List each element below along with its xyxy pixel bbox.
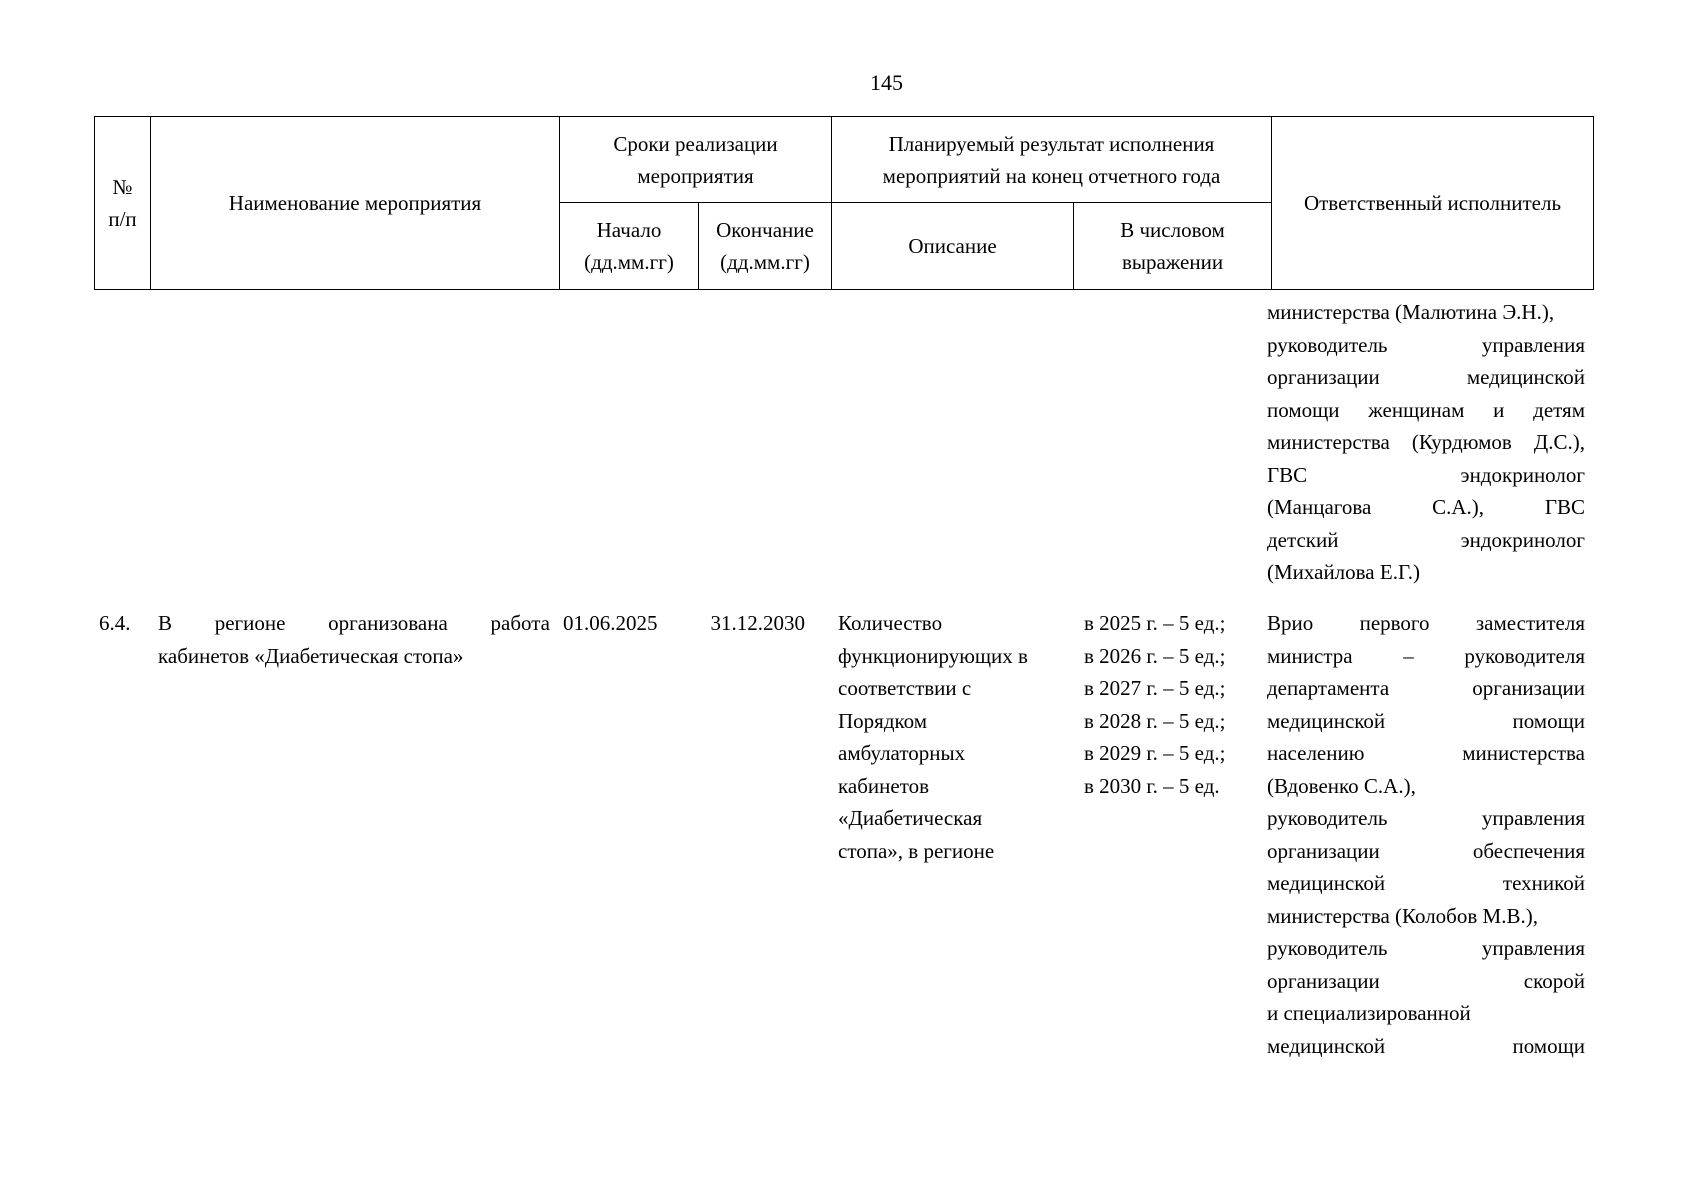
text-line: кабинетов (838, 773, 930, 798)
text-line: кабинетов «Диабетическая стопа» (158, 643, 464, 668)
text-line: министерства (Малютина Э.Н.), (1267, 300, 1555, 324)
text-line: министра – руководителя (1267, 643, 1585, 668)
header-result: Планируемый результат исполнения мероприятий на конец отчетного года (832, 117, 1272, 203)
text-line: Порядком (838, 708, 928, 733)
text-line: детский эндокринолог (1267, 527, 1585, 552)
text-line: (Вдовенко С.А.), (1267, 773, 1416, 798)
text-line: организации обеспечения (1267, 838, 1585, 863)
text-line: руководитель управления (1267, 936, 1585, 960)
text-line: (Михайлова Е.Г.) (1267, 560, 1420, 584)
text-line: департамента организации (1267, 676, 1585, 700)
text-line: в 2026 г. – 5 ед.; (1084, 643, 1226, 668)
header-end: Окончание (дд.мм.гг) (699, 203, 832, 290)
text-line: организации скорой (1267, 968, 1585, 993)
text-line: министерства (Колобов М.В.), (1267, 903, 1538, 928)
text-line: в 2027 г. – 5 ед.; (1084, 676, 1226, 700)
header-start: Начало (дд.мм.гг) (560, 203, 699, 290)
text-line: Врио первого заместителя (1267, 611, 1585, 635)
header-description: Описание (832, 203, 1074, 290)
row-description (838, 607, 1078, 867)
header-terms: Сроки реализации мероприятия (560, 117, 832, 203)
row-responsible (1267, 607, 1585, 1062)
text-line: В регионе организована работа (158, 611, 550, 635)
header-numeric: В числовом выражении (1074, 203, 1272, 290)
text-line: медицинской помощи (1267, 1033, 1585, 1058)
text-line: министерства (Курдюмов Д.С.), (1267, 430, 1585, 454)
text-line: населению министерства (1267, 741, 1585, 765)
row-number: 6.4. (99, 611, 131, 635)
text-line: соответствии с (838, 676, 972, 700)
text-line: медицинской помощи (1267, 708, 1585, 733)
text-line: амбулаторных (838, 741, 966, 765)
text-line: медицинской техникой (1267, 871, 1585, 895)
text-line: «Диабетическая (838, 806, 983, 830)
text-line: руководитель управления (1267, 806, 1585, 830)
row-end: 31.12.2030 (710, 611, 805, 635)
text-line: организации медицинской (1267, 365, 1585, 389)
text-line: помощи женщинам и детям (1267, 397, 1585, 422)
row-start: 01.06.2025 (563, 611, 658, 635)
text-line: руководитель управления (1267, 332, 1585, 357)
row-name (158, 607, 550, 672)
table-header (94, 116, 1594, 290)
text-line: стопа», в регионе (838, 838, 995, 863)
header-name: Наименование мероприятия (151, 117, 560, 290)
text-line: Количество (838, 611, 943, 635)
text-line: (Манцагова С.А.), ГВС (1267, 495, 1585, 519)
header-responsible: Ответственный исполнитель (1272, 117, 1594, 290)
text-line: функционирующих в (838, 643, 1028, 668)
page-number: 145 (870, 70, 903, 95)
text-line: в 2025 г. – 5 ед.; (1084, 611, 1226, 635)
text-line: в 2028 г. – 5 ед.; (1084, 708, 1226, 733)
header-num: № п/п (95, 117, 151, 290)
row-numeric (1084, 607, 1264, 802)
text-line: в 2029 г. – 5 ед.; (1084, 741, 1226, 765)
text-line: в 2030 г. – 5 ед. (1084, 773, 1220, 798)
continued-responsible (1267, 296, 1585, 589)
text-line: ГВС эндокринолог (1267, 462, 1585, 487)
text-line: и специализированной (1267, 1001, 1471, 1025)
